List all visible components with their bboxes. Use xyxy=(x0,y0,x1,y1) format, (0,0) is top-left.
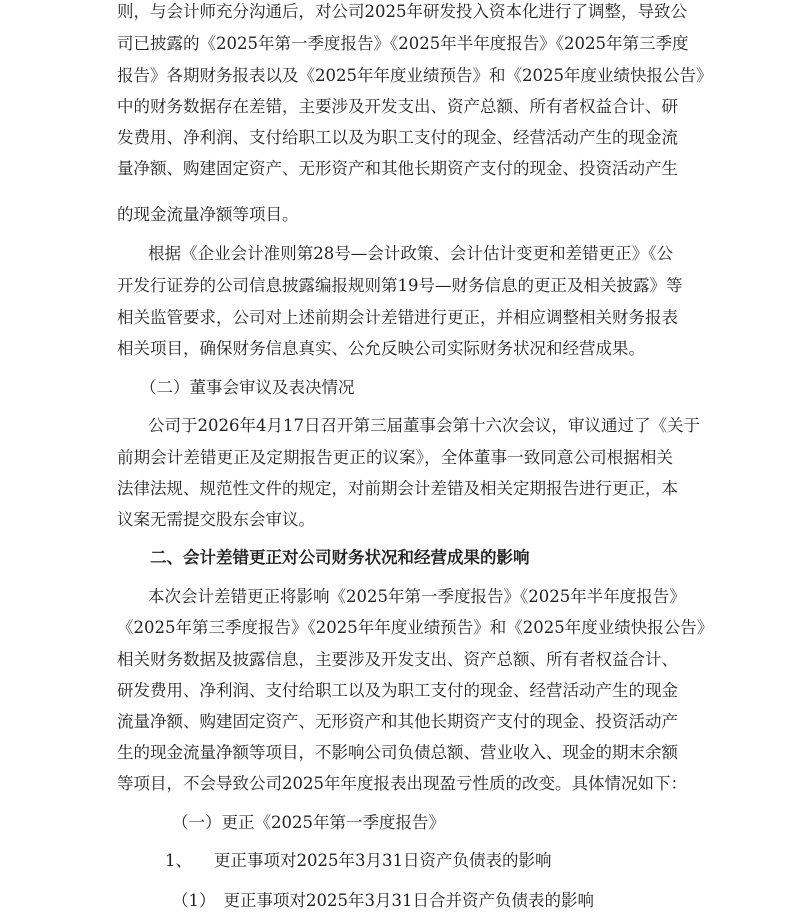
list-item-number: 1、 xyxy=(165,851,192,870)
paragraph-line: 则，与会计师充分沟通后，对公司2025年研发投入资本化进行了调整，导致公 xyxy=(117,2,687,21)
paragraph-line: 发费用、净利润、支付给职工以及为职工支付的现金、经营活动产生的现金流 xyxy=(117,128,678,147)
list-item-1-1 xyxy=(172,890,728,912)
subheading-board-review: （二）董事会审议及表决情况 xyxy=(140,378,355,397)
list-item-text: 更正事项对2025年3月31日资产负债表的影响 xyxy=(214,851,552,870)
paragraph-line: 《2025年第三季度报告》《2025年年度业绩预告》和《2025年度业绩快报公告》 xyxy=(117,618,714,637)
paragraph-line: 议案无需提交股东会审议。 xyxy=(117,510,315,529)
paragraph-line: 相关财务数据及披露信息，主要涉及开发支出、资产总额、所有者权益合计、 xyxy=(117,650,678,669)
paragraph-line: 前期会计差错更正及定期报告更正的议案》，全体董事一致同意公司根据相关 xyxy=(117,448,673,467)
paragraph-line: 相关监管要求，公司对上述前期会计差错进行更正，并相应调整相关财务报表 xyxy=(117,308,678,327)
section-title: 二、会计差错更正对公司财务状况和经营成果的影响 xyxy=(150,548,530,567)
list-item-1 xyxy=(165,850,721,872)
paragraph-line: 生的现金流量净额等项目，不影响公司负债总额、营业收入、现金的期末余额 xyxy=(117,743,678,762)
paragraph-line: 中的财务数据存在差错，主要涉及开发支出、资产总额、所有者权益合计、研 xyxy=(117,97,678,116)
paragraph-line: 司已披露的《2025年第一季度报告》《2025年半年度报告》《2025年第三季度 xyxy=(117,34,689,53)
paragraph-line: 流量净额、购建固定资产、无形资产和其他长期资产支付的现金、投资活动产 xyxy=(117,712,678,731)
subheading-q1-report: （一）更正《2025年第一季度报告》 xyxy=(172,813,445,832)
paragraph-line: 报告》各期财务报表以及《2025年年度业绩预告》和《2025年度业绩快报公告》 xyxy=(117,66,713,85)
paragraph-line: 开发行证券的公司信息披露编报规则第19号—财务信息的更正及相关披露》等 xyxy=(117,276,683,295)
paragraph-line: 研发费用、净利润、支付给职工以及为职工支付的现金、经营活动产生的现金 xyxy=(117,681,678,700)
paragraph-line: 等项目，不会导致公司2025年年度报表出现盈亏性质的改变。具体情况如下： xyxy=(117,774,687,793)
list-item-number: （1） xyxy=(172,891,216,910)
paragraph-line: 根据《企业会计准则第28号—会计政策、会计估计变更和差错更正》《公 xyxy=(148,244,673,263)
paragraph-line: 的现金流量净额等项目。 xyxy=(117,205,299,224)
paragraph-line: 量净额、购建固定资产、无形资产和其他长期资产支付的现金、投资活动产生 xyxy=(117,159,678,178)
paragraph-line: 本次会计差错更正将影响《2025年第一季度报告》《2025年半年度报告》 xyxy=(148,587,686,606)
paragraph-line: 公司于2026年4月17日召开第三届董事会第十六次会议，审议通过了《关于 xyxy=(148,416,700,435)
list-item-text: 更正事项对2025年3月31日合并资产负债表的影响 xyxy=(223,891,594,910)
paragraph-line: 法律法规、规范性文件的规定，对前期会计差错及相关定期报告进行更正，本 xyxy=(117,479,678,498)
paragraph-line: 相关项目，确保财务信息真实、公允反映公司实际财务状况和经营成果。 xyxy=(117,339,645,358)
